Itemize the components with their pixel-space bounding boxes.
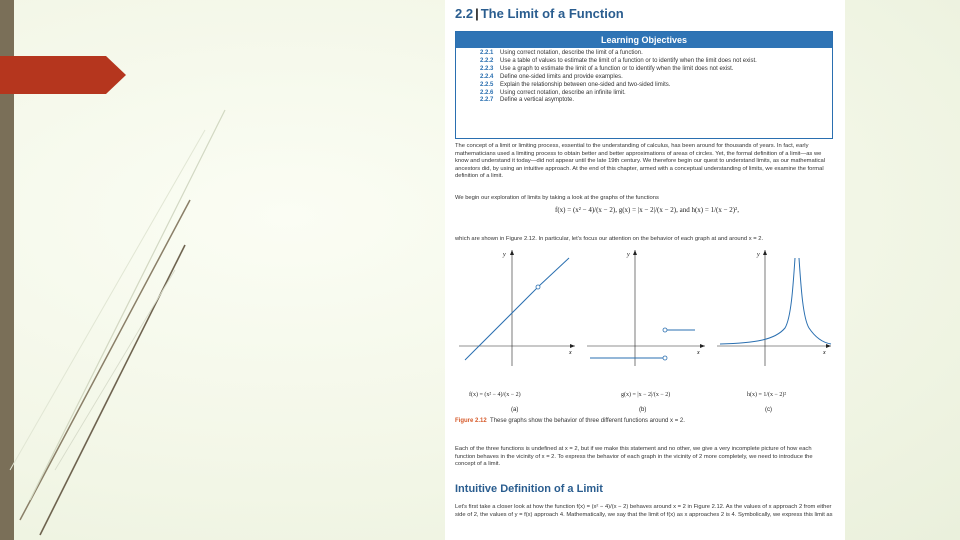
graph-b-label: (b)	[639, 407, 647, 413]
objective-item: 2.2.6 Using correct notation, describe an infinite limit.	[480, 89, 626, 96]
y-axis-label: y	[757, 252, 760, 258]
objectives-list	[456, 48, 832, 105]
limit-paragraph: Let's first take a closer look at how the function f(x) = (x² − 4)/(x − 2) behaves around x = 2 in Figure 2.12. As the values of x approach 2 from either side of 2, the values of y = f(x) approach 4. Mathematically, we say that the limit of f(x) as x approaches 2 is 4. Symbolically, we express this limit as	[455, 504, 833, 518]
section-number: 2.2	[455, 6, 474, 21]
graph-b	[585, 248, 710, 373]
x-axis-label: x	[569, 350, 572, 356]
x-axis-label: x	[697, 350, 700, 356]
functions-intro-paragraph: We begin our exploration of limits by taking a look at the graphs of the functions	[455, 195, 659, 201]
figure-caption	[455, 418, 685, 425]
intro-paragraph: The concept of a limit or limiting process, essential to the understanding of calculus, has been around for thousands of years. In fact, early mathematicians used a limiting process to obtain better and better approximations of areas of circles. Yet, the formal definition of a limit—as we know and understand it today—did not appear until the late 19th century. We therefore begin our quest to understand limits, as our mathematical ancestors did, by using an intuitive approach. At the end of this chapter, armed with a conceptual understanding of limits, we examine the formal definition of a limit.	[455, 143, 826, 180]
figure-label: Figure 2.12	[455, 418, 487, 424]
textbook-page	[445, 0, 845, 540]
objective-item: 2.2.7 Define a vertical asymptote.	[480, 97, 575, 104]
undefined-paragraph: Each of the three functions is undefined at x = 2, but if we make this statement and no other, we give a very incomplete picture of how each function behaves in the vicinity of x = 2. To express the behavior of each graph in the vicinity of 2 more completely, we need to introduce the concept of a limit.	[455, 446, 813, 468]
graph-c-label: (c)	[765, 407, 772, 413]
section-title-text: The Limit of a Function	[480, 6, 624, 21]
objective-item: 2.2.5 Explain the relationship between one-sided and two-sided limits.	[480, 81, 671, 88]
section-title: 2.2 | The Limit of a Function	[455, 6, 624, 21]
objective-item: 2.2.3 Use a graph to estimate the limit of a function or to identify when the limit does not exist.	[480, 65, 734, 72]
figure-reference-paragraph: which are shown in Figure 2.12. In particular, let's focus our attention on the behavior of each graph at and around x = 2.	[455, 236, 764, 242]
subsection-heading: Intuitive Definition of a Limit	[455, 483, 603, 495]
graph-a-label: (a)	[511, 407, 519, 413]
graph-a-formula: f(x) = (x² − 4)/(x − 2)	[469, 392, 521, 398]
y-axis-label: y	[627, 252, 630, 258]
function-equations: f(x) = (x² − 4)/(x − 2), g(x) = |x − 2|/(x − 2), and h(x) = 1/(x − 2)²,	[555, 206, 739, 214]
x-axis-label: x	[823, 350, 826, 356]
graph-a	[457, 248, 577, 373]
graph-c-formula: h(x) = 1/(x − 2)²	[747, 392, 787, 398]
objective-item: 2.2.1 Using correct notation, describe the limit of a function.	[480, 50, 643, 56]
red-arrow-shape	[0, 56, 126, 94]
y-axis-label: y	[503, 252, 506, 258]
graph-c	[715, 248, 835, 373]
objective-item: 2.2.2 Use a table of values to estimate the limit of a function or to identify when the limit does not exist.	[480, 57, 757, 64]
figure-caption-text: These graphs show the behavior of three different functions around x = 2.	[490, 418, 685, 424]
learning-objectives-box	[455, 31, 833, 139]
objective-item: 2.2.4 Define one-sided limits and provide examples.	[480, 73, 623, 80]
learning-objectives-header: Learning Objectives	[456, 32, 832, 48]
graph-b-formula: g(x) = |x − 2|/(x − 2)	[621, 392, 671, 398]
